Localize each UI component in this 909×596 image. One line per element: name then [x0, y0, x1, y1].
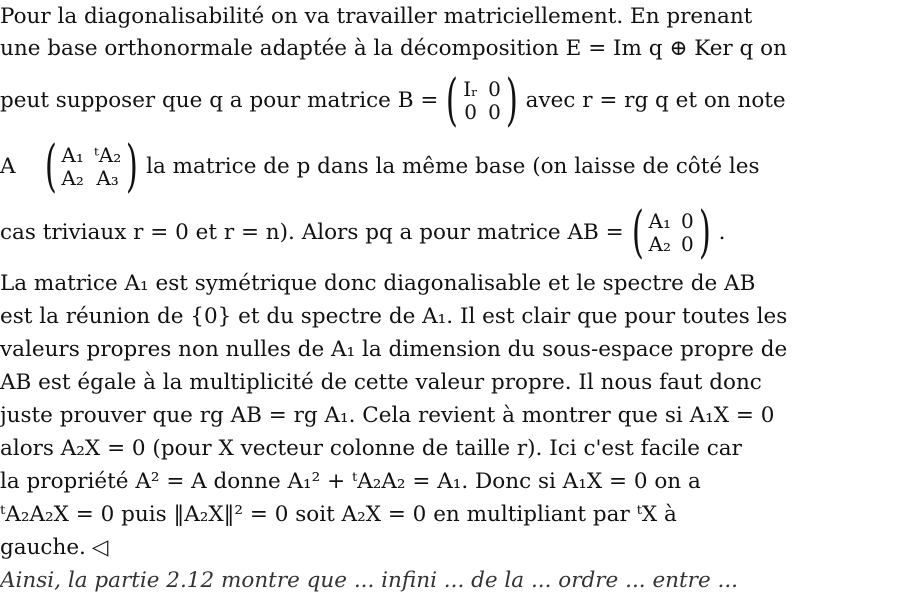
matrix-A-grid: [61, 144, 121, 190]
matrix-A: [40, 134, 144, 199]
matrix-cell: 0: [488, 100, 501, 124]
text-line-8: [0, 335, 900, 365]
matrix-cell: 0: [680, 209, 694, 233]
paren-right: ): [698, 200, 711, 265]
matrix-cell: Iᵣ: [463, 77, 479, 101]
text-line-10: [0, 401, 900, 431]
paren-right: ): [126, 134, 139, 199]
line-15-text: Ainsi, la partie 2.12 montre que ... infini ... de la ... ordre ... entre ...: [0, 568, 739, 593]
text-line-12: [0, 467, 900, 497]
line-2-text: une base orthonormale adaptée à la décomposition E = Im q ⊕ Ker q on: [0, 36, 787, 61]
matrix-cell: 0: [680, 232, 694, 256]
line-10-text: juste prouver que rg AB = rg A₁. Cela revient à montrer que si A₁X = 0: [0, 403, 775, 428]
matrix-cell: ᵗA₂: [93, 143, 122, 167]
matrix-cell: A₃: [96, 166, 119, 190]
paren-left: (: [44, 134, 57, 199]
line-1-text: Pour la diagonalisabilité on va travailler matriciellement. En prenant: [0, 4, 753, 29]
text-line-2: [0, 34, 900, 64]
line-9-text: AB est égale à la multiplicité de cette valeur propre. Il nous faut donc: [0, 370, 762, 395]
paren-right: ): [505, 68, 518, 133]
line-3-after: avec r = rg q et on note: [525, 88, 786, 113]
line-3-before: peut supposer que q a pour matrice B =: [0, 88, 439, 113]
text-line-11: [0, 434, 900, 464]
line-11-text: alors A₂X = 0 (pour X vecteur colonne de taille r). Ici c'est facile car: [0, 436, 742, 461]
matrix-AB: [627, 200, 716, 265]
text-line-6: [0, 269, 900, 299]
matrix-cell: 0: [464, 100, 477, 124]
line-7-text: est la réunion de {0} et du spectre de A₁. Il est clair que pour toutes les: [0, 304, 788, 329]
line-6-text: La matrice A₁ est symétrique donc diagonalisable et le spectre de AB: [0, 271, 756, 296]
line-12-text: la propriété A² = A donne A₁² + ᵗA₂A₂ = A₁. Donc si A₁X = 0 on a: [0, 469, 701, 494]
text-line-14: [0, 533, 900, 563]
matrix-cell: A₁: [61, 143, 84, 167]
end-of-proof-mark: ◁: [91, 535, 109, 560]
line-4-before: A: [0, 154, 16, 179]
line-4-after: la matrice de p dans la même base (on laisse de côté les: [146, 154, 760, 179]
text-line-4: [0, 134, 900, 199]
text-line-15-cropped: [0, 566, 900, 596]
line-14-text: gauche.: [0, 535, 86, 560]
text-line-13: [0, 500, 900, 530]
text-line-1: [0, 2, 900, 32]
line-5-after: .: [718, 220, 726, 245]
matrix-cell: A₁: [648, 209, 671, 233]
paren-left: (: [631, 200, 644, 265]
matrix-cell: A₂: [61, 166, 84, 190]
matrix-B-grid: [463, 78, 501, 124]
line-8-text: valeurs propres non nulles de A₁ la dimension du sous-espace propre de: [0, 337, 788, 362]
text-line-9: [0, 368, 900, 398]
line-13-text: ᵗA₂A₂X = 0 puis ‖A₂X‖² = 0 soit A₂X = 0 en multipliant par ᵗX à: [0, 502, 677, 527]
matrix-AB-grid: [649, 210, 694, 256]
matrix-cell: A₂: [648, 232, 671, 256]
text-line-3: [0, 68, 900, 133]
matrix-cell: 0: [488, 77, 501, 101]
text-line-5: [0, 200, 900, 265]
matrix-B: [441, 68, 522, 133]
paren-left: (: [446, 68, 459, 133]
line-5-before: cas triviaux r = 0 et r = n). Alors pq a pour matrice AB =: [0, 220, 624, 245]
text-line-7: [0, 302, 900, 332]
